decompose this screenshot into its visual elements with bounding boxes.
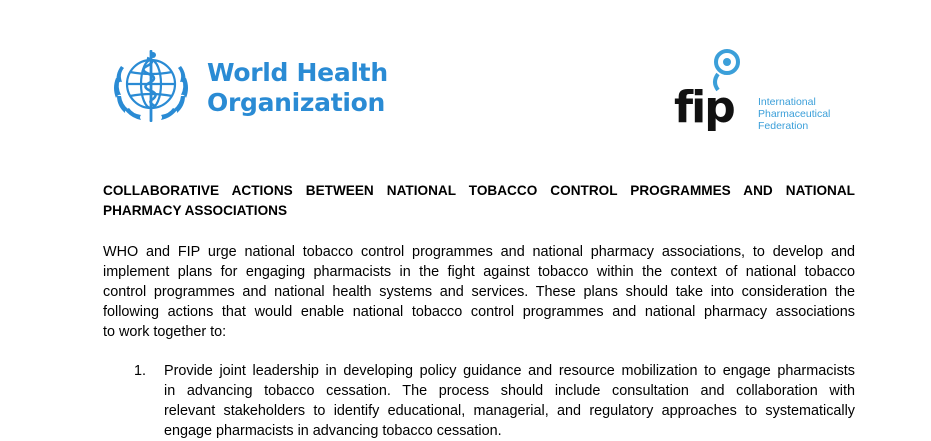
svg-text:fip: fip [674, 82, 734, 133]
who-name-line2: Organization [207, 88, 386, 117]
fip-name-line1: International [758, 96, 816, 108]
heading-line-2: PHARMACY ASSOCIATIONS [103, 203, 288, 218]
list-item-line: in advancing tobacco cessation. The process should include consultation and collaboration with [164, 383, 855, 399]
heading-line-1: COLLABORATIVE ACTIONS BETWEEN NATIONAL TOBACCO CONTROL PROGRAMMES AND NATIONAL [103, 183, 855, 198]
intro-line: implement plans for engaging pharmacists in the fight against tobacco within the context of national tobacco [103, 264, 855, 280]
who-emblem-icon [103, 44, 199, 130]
intro-line: control programmes and national health systems and services. These plans should take into consideration the [103, 284, 855, 300]
fip-name [758, 96, 830, 132]
list-item-line: Provide joint leadership in developing policy guidance and resource mobilization to engage pharmacists [164, 363, 855, 379]
intro-line: WHO and FIP urge national tobacco control programmes and national pharmacy associations, to develop and [103, 244, 855, 260]
intro-line: to work together to: [103, 324, 227, 340]
who-logo [103, 44, 393, 130]
fip-logo [672, 44, 852, 144]
fip-mark-icon [672, 44, 752, 140]
who-name-line1: World Health [207, 58, 388, 87]
fip-name-line2: Pharmaceutical [758, 108, 831, 120]
list-item-line: relevant stakeholders to identify educational, managerial, and regulatory approaches to systematically [164, 403, 855, 419]
who-name [207, 58, 388, 118]
list-item-number: 1. [134, 363, 147, 379]
list-item-line: engage pharmacists in advancing tobacco cessation. [164, 423, 502, 439]
document-heading [103, 181, 855, 221]
list-item-text [164, 361, 855, 441]
intro-paragraph [103, 242, 855, 342]
fip-name-line3: Federation [758, 120, 809, 132]
intro-line: following actions that would enable national tobacco control programmes and national pharmacy associations [103, 304, 855, 320]
